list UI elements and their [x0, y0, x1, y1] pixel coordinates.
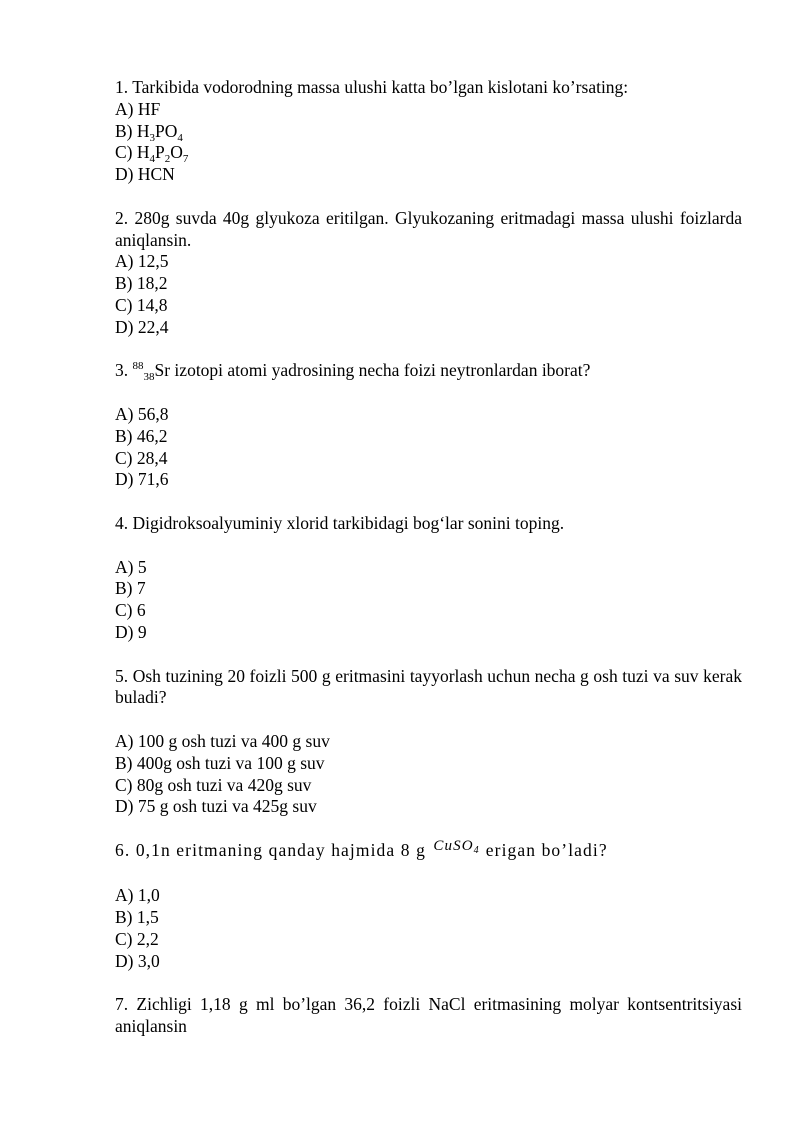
atomic-number: 38 [143, 371, 155, 384]
question-1-option-a: A) HF [115, 98, 161, 119]
question-4-option-a: A) 5 [115, 556, 147, 577]
test-document [115, 77, 742, 1038]
question-6-text: 6. 0,1n eritmaning qanday hajmida 8 g CuSO$_4$ erigan bo’ladi? [115, 837, 608, 860]
question-6 [115, 837, 742, 973]
question-5-option-c: C) 80g osh tuzi va 420g suv [115, 774, 312, 795]
question-4-option-d: D) 9 [115, 621, 147, 642]
question-5-option-a: A) 100 g osh tuzi va 400 g suv [115, 730, 330, 751]
question-7-text: 7. Zichligi 1,18 g ml bo’lgan 36,2 foizli NaCl eritmasining molyar kontsentritsiyasi aniqlansin [115, 994, 742, 1037]
question-2-option-c: C) 14,8 [115, 294, 168, 315]
question-5 [115, 666, 742, 819]
question-6-option-a: A) 1,0 [115, 885, 160, 906]
question-4-text: 4. Digidroksoalyuminiy xlorid tarkibidagi bog‘lar sonini toping. [115, 512, 565, 533]
question-1-option-d: D) HCN [115, 164, 175, 185]
cuso4-formula: CuSO$_4$ [433, 837, 480, 856]
question-4 [115, 513, 742, 644]
question-3-option-b: B) 46,2 [115, 425, 168, 446]
question-5-option-d: D) 75 g osh tuzi va 425g suv [115, 796, 317, 817]
question-3-option-a: A) 56,8 [115, 403, 169, 424]
question-2-option-d: D) 22,4 [115, 316, 169, 337]
question-2-text: 2. 280g suvda 40g glyukoza eritilgan. Glyukozaning eritmadagi massa ulushi foizlarda aniqlansin. [115, 207, 742, 250]
question-4-option-b: B) 7 [115, 578, 146, 599]
question-2-option-a: A) 12,5 [115, 251, 169, 272]
question-3-option-c: C) 28,4 [115, 447, 168, 468]
question-2 [115, 208, 742, 339]
question-1 [115, 77, 742, 186]
question-3-text: 3. $^{88}_{38}$Sr izotopi atomi yadrosining necha foizi neytronlardan iborat? [115, 360, 591, 384]
question-2-option-b: B) 18,2 [115, 273, 168, 294]
question-1-option-b: B) $H_3PO_4$ [115, 120, 183, 144]
question-1-option-c: C) $H_4P_2O_7$ [115, 142, 189, 166]
question-3 [115, 360, 742, 491]
question-4-option-c: C) 6 [115, 600, 146, 621]
question-6-option-b: B) 1,5 [115, 907, 159, 928]
question-3-option-d: D) 71,6 [115, 469, 169, 490]
mass-number: 88 [132, 360, 144, 373]
question-6-option-d: D) 3,0 [115, 950, 160, 971]
question-7 [115, 994, 742, 1038]
question-5-text: 5. Osh tuzining 20 foizli 500 g eritmasini tayyorlash uchun necha g osh tuzi va suv kerak buladi? [115, 665, 742, 708]
question-5-option-b: B) 400g osh tuzi va 100 g suv [115, 752, 325, 773]
question-1-text: 1. Tarkibida vodorodning massa ulushi katta bo’lgan kislotani ko’rsating: [115, 77, 629, 97]
question-6-option-c: C) 2,2 [115, 929, 159, 950]
